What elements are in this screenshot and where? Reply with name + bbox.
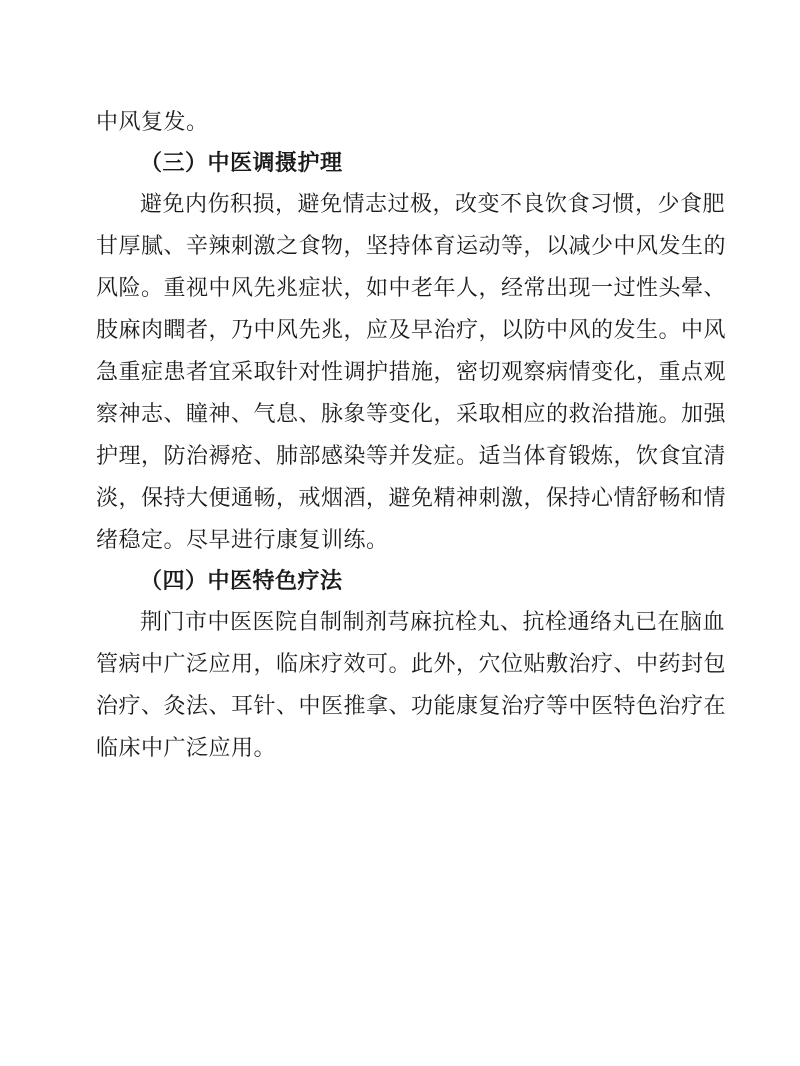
section-4-paragraph-line: 临床中广泛应用。 — [96, 736, 277, 761]
section-3-paragraph-line: 淡，保持大便通畅，戒烟酒，避免精神刺激，保持心情舒畅和情 — [96, 486, 727, 511]
section-4-heading: （四）中医特色疗法 — [140, 568, 343, 594]
section-3-paragraph-line: 避免内伤积损，避免情志过极，改变不良饮食习惯，少食肥 — [140, 192, 726, 217]
section-4-paragraph-line: 管病中广泛应用，临床疗效可。此外，穴位贴敷治疗、中药封包 — [96, 652, 727, 677]
section-3-paragraph-line: 察神志、瞳神、气息、脉象等变化，采取相应的救治措施。加强 — [96, 402, 727, 427]
section-3-paragraph-line: 绪稳定。尽早进行康复训练。 — [96, 528, 389, 553]
section-3-paragraph-line: 风险。重视中风先兆症状，如中老年人，经常出现一过性头晕、 — [96, 276, 727, 301]
intro-tail-text: 中风复发。 — [96, 110, 209, 135]
section-3-paragraph-line: 肢麻肉瞤者，乃中风先兆，应及早治疗，以防中风的发生。中风 — [96, 318, 727, 343]
section-4-paragraph-line: 荆门市中医医院自制制剂芎麻抗栓丸、抗栓通络丸已在脑血 — [140, 610, 726, 635]
section-3-paragraph-line: 甘厚腻、辛辣刺激之食物，坚持体育运动等，以减少中风发生的 — [96, 234, 727, 259]
section-4-paragraph-line: 治疗、灸法、耳针、中医推拿、功能康复治疗等中医特色治疗在 — [96, 694, 727, 719]
section-3-paragraph-line: 急重症患者宜采取针对性调护措施，密切观察病情变化，重点观 — [96, 360, 727, 385]
section-3-paragraph-line: 护理，防治褥疮、肺部感染等并发症。适当体育锻炼，饮食宜清 — [96, 444, 727, 469]
section-3-heading: （三）中医调摄护理 — [140, 150, 343, 176]
